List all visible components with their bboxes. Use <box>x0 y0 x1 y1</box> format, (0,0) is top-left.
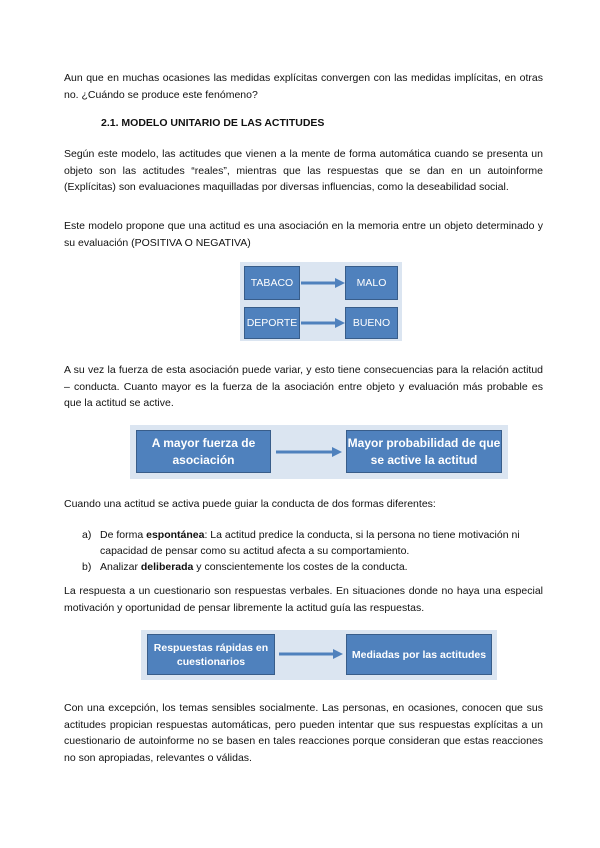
list-item <box>82 559 544 575</box>
list-text: : La actitud predice la conducta, si la persona no tiene motivación ni capacidad de pensar como su actitud afecta a su comportamiento. <box>100 529 520 557</box>
arrow-right-icon <box>301 277 345 289</box>
arrow-right-icon <box>276 446 342 458</box>
list-bold-term: deliberada <box>140 561 194 573</box>
paragraph-strength: A su vez la fuerza de esta asociación puede variar, y esto tiene consecuencias para la relación actitud – conducta. Cuanto mayor es la fuerza de la asociación entre objeto y evaluación más probable es que la actitud se active. <box>64 364 543 409</box>
arrow-right-icon <box>301 317 345 329</box>
intro-paragraph: Aun que en muchas ocasiones las medidas explícitas convergen con las medidas implícitas, en otras no. ¿Cuándo se produce este fenómeno? <box>64 72 543 101</box>
box-mayor-fuerza: A mayor fuerza de asociación <box>136 430 271 473</box>
list-item <box>82 527 544 559</box>
arrow-right-icon <box>279 648 343 660</box>
list-text: De forma <box>100 529 147 541</box>
list-marker: b) <box>82 561 92 573</box>
paragraph-two-ways: Cuando una actitud se activa puede guiar la conducta de dos formas diferentes: <box>64 498 436 510</box>
paragraph-questionnaire: La respuesta a un cuestionario son respuestas verbales. En situaciones donde no haya una especial motivación y oportunidad de pensar libremente la actitud guía las respuestas. <box>64 585 543 614</box>
box-mediadas-actitudes: Mediadas por las actitudes <box>346 634 492 675</box>
section-heading: 2.1. MODELO UNITARIO DE LAS ACTITUDES <box>101 117 325 129</box>
ways-list <box>82 527 544 575</box>
list-text: Analizar <box>100 561 141 573</box>
box-tabaco: TABACO <box>244 266 300 300</box>
box-respuestas-rapidas: Respuestas rápidas en cuestionarios <box>147 634 275 675</box>
box-deporte: DEPORTE <box>244 307 300 339</box>
list-text: y conscientemente los costes de la conducta. <box>193 561 408 573</box>
paragraph-model: Según este modelo, las actitudes que vienen a la mente de forma automática cuando se presenta un objeto son las actitudes “reales”, mientras que las respuestas que se dan en un autoinforme (Explícitas) son evaluaciones maquilladas por diversas influencias, como la deseabilidad social. <box>64 148 543 193</box>
box-malo: MALO <box>345 266 398 300</box>
paragraph-association: Este modelo propone que una actitud es una asociación en la memoria entre un objeto determinado y su evaluación (POSITIVA O NEGATIVA) <box>64 220 543 249</box>
box-bueno: BUENO <box>345 307 398 339</box>
paragraph-exception: Con una excepción, los temas sensibles socialmente. Las personas, en ocasiones, conocen que sus actitudes propician respuestas automáticas, pero pueden intentar que sus respuestas explícitas a un cuestionario de autoinforme no se basen en tales reacciones porque consideran que estas reacciones no son apropiadas, relevantes o válidas. <box>64 702 543 764</box>
list-marker: a) <box>82 529 92 541</box>
list-bold-term: espontánea <box>146 529 205 541</box>
box-mayor-probabilidad: Mayor probabilidad de que se active la actitud <box>346 430 502 473</box>
